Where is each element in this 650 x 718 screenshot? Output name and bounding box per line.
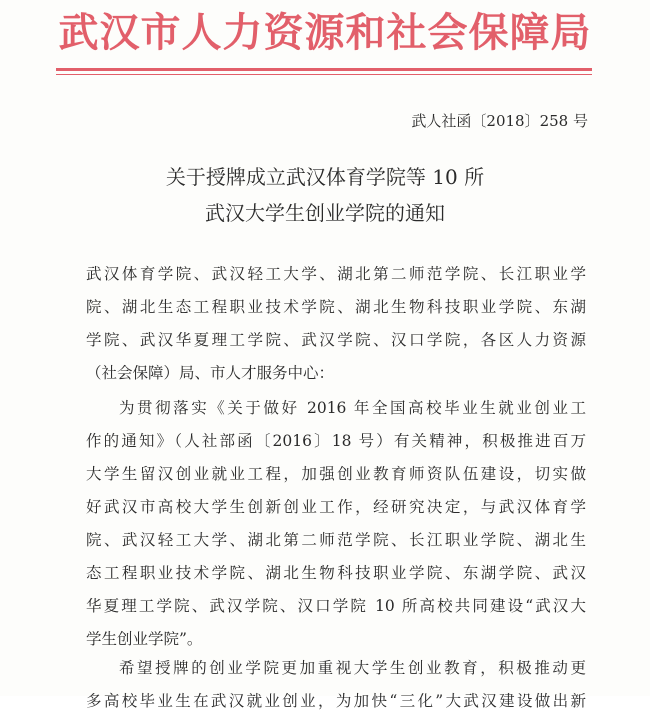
paragraph-line: 大学生留汉创业就业工程，加强创业教育师资队伍建设，切实做	[86, 465, 586, 483]
recipients-line: 武汉体育学院、武汉轻工大学、湖北第二师范学院、长江职业学	[86, 265, 586, 283]
recipients-line: （社会保障）局、市人才服务中心：	[86, 364, 335, 382]
notice-title-line-1: 关于授牌成立武汉体育学院等 10 所	[165, 165, 485, 189]
paragraph-line: 好武汉市高校大学生创新创业工作，经研究决定，与武汉体育学	[86, 498, 586, 516]
paragraph-line: 华夏理工学院、武汉学院、汉口学院 10 所高校共同建设“武汉大	[86, 597, 586, 615]
recipients-line: 学院、武汉华夏理工学院、武汉学院、汉口学院，各区人力资源	[86, 331, 586, 349]
recipients-block	[86, 258, 586, 390]
paragraph-2	[86, 652, 586, 718]
paragraph-line: 作的通知》（人社部函〔2016〕18 号）有关精神，积极推进百万	[86, 432, 586, 450]
letterhead-title: 武汉市人力资源和社会保障局	[58, 9, 592, 56]
document-number: 武人社函〔2018〕258 号	[411, 112, 588, 130]
paragraph-line: 院、武汉轻工大学、湖北第二师范学院、长江职业学院、湖北生	[86, 531, 586, 549]
letterhead-rule-thin	[56, 74, 592, 75]
notice-title-line-2: 武汉大学生创业学院的通知	[205, 201, 445, 225]
paragraph-line: 为贯彻落实《关于做好 2016 年全国高校毕业生就业创业工	[119, 399, 586, 417]
paragraph-line: 希望授牌的创业学院更加重视大学生创业教育，积极推动更	[119, 659, 586, 677]
recipients-line: 院、湖北生态工程职业技术学院、湖北生物科技职业学院、东湖	[86, 298, 586, 316]
paragraph-line: 态工程职业技术学院、湖北生物科技职业学院、东湖学院、武汉	[86, 564, 586, 582]
paragraph-line: 多高校毕业生在武汉就业创业，为加快“三化”大武汉建设做出新	[86, 692, 586, 710]
paragraph-1	[86, 392, 586, 656]
letterhead-rule-thick	[56, 68, 592, 71]
paragraph-line: 学生创业学院”。	[86, 630, 203, 648]
